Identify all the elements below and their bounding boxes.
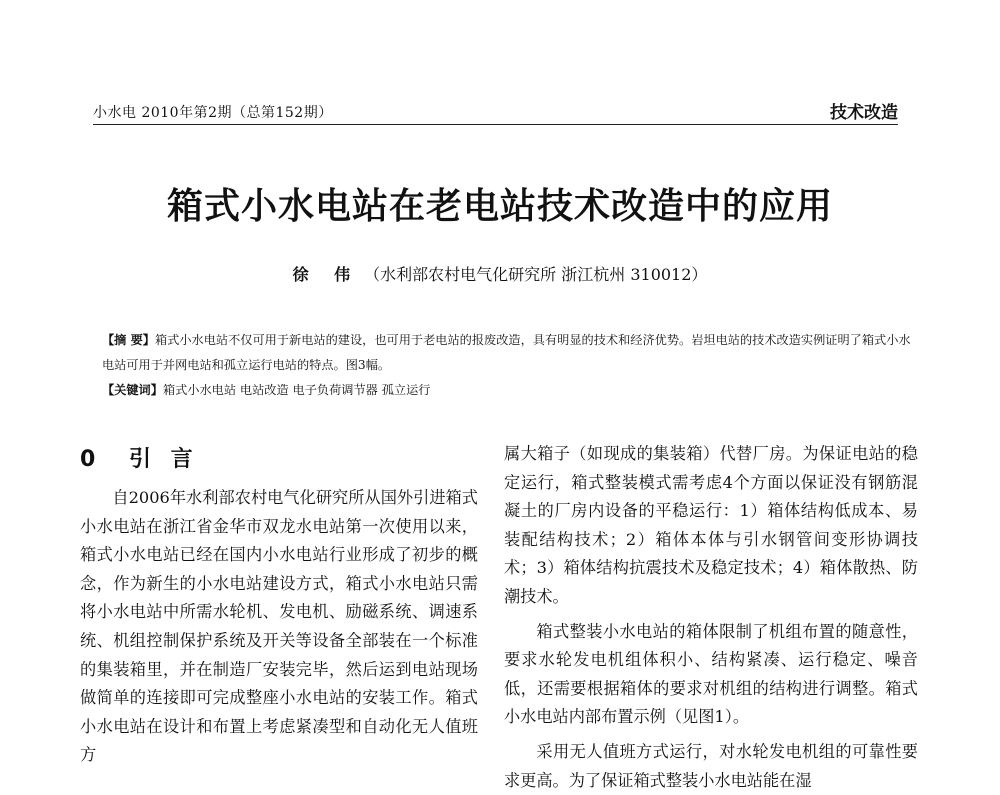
- author-affiliation: （水利部农村电气化研究所 浙江杭州 310012）: [364, 265, 708, 284]
- author-name: 徐 伟: [292, 265, 361, 284]
- right-paragraph-3: 采用无人值班方式运行，对水轮发电机组的可靠性要求更高。为了保证箱式整装小水电站能在湿: [504, 741, 918, 790]
- left-column: [80, 440, 478, 770]
- left-paragraph-1: 自2006年水利部农村电气化研究所从国外引进箱式小水电站在浙江省金华市双龙水电站第一次使用以来，箱式小水电站已经在国内小水电站行业形成了初步的概念，作为新生的小水电站建设方式，箱式小水电站只需将小水电站中所需水轮机、发电机、励磁系统、调速系统、机组控制保护系统及开关等设备全部装在一个标准的集装箱里，并在制造厂安装完毕，然后运到电站现场做简单的连接即可完成整座小水电站的安装工作。箱式小水电站在设计和布置上考虑紧凑型和自动化无人值班方: [80, 488, 478, 765]
- keywords: [80, 378, 918, 403]
- paper-title: 箱式小水电站在老电站技术改造中的应用: [166, 186, 833, 227]
- abstract-block: [80, 328, 918, 403]
- right-paragraph-2: 箱式整装小水电站的箱体限制了机组布置的随意性，要求水轮发电机组体积小、结构紧凑、运行稳定、噪音低，还需要根据箱体的要求对机组的结构进行调整。箱式小水电站内部布置示例（见图1）。: [504, 621, 918, 727]
- abstract: [80, 328, 918, 378]
- running-header-journal: 小水电 2010年第2期（总第152期）: [93, 105, 333, 121]
- running-header-section: 技术改造: [830, 103, 898, 123]
- section-title: 引 言: [128, 447, 199, 472]
- right-paragraph-1: 属大箱子（如现成的集装箱）代替厂房。为保证电站的稳定运行，箱式整装模式需考虑4个方面以保证没有钢筋混凝土的厂房内设备的平稳运行：1）箱体结构低成本、易装配结构技术；2）箱体本体与引水钢管间变形协调技术；3）箱体结构抗震技术及稳定技术；4）箱体散热、防潮技术。: [504, 444, 918, 606]
- section-number: 0: [80, 447, 102, 472]
- keywords-text: 箱式小水电站 电站改造 电子负荷调节器 孤立运行: [162, 383, 431, 397]
- author-line: [0, 262, 1000, 285]
- keywords-label: 【关键词】: [102, 383, 163, 397]
- abstract-label: 【摘 要】: [102, 333, 155, 347]
- abstract-text: 箱式小水电站不仅可用于新电站的建设，也可用于老电站的报废改造，具有明显的技术和经济优势。岩坦电站的技术改造实例证明了箱式小水电站可用于并网电站和孤立运行电站的特点。图3幅。: [102, 333, 911, 372]
- right-column: [504, 440, 918, 795]
- section-heading: [80, 440, 478, 484]
- header-rule: [93, 124, 898, 125]
